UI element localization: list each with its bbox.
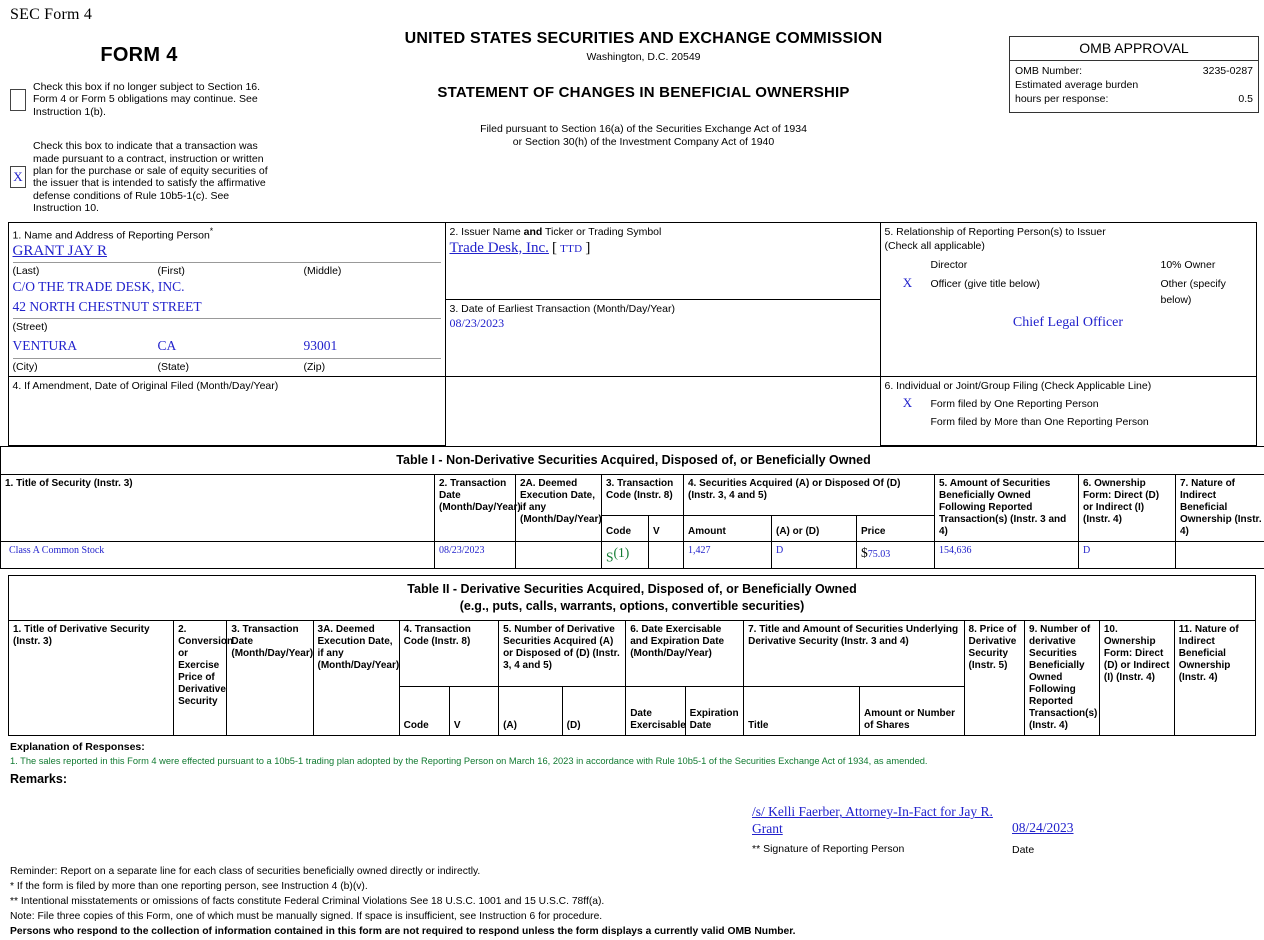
- street-line-2: 42 NORTH CHESTNUT STREET: [13, 297, 441, 317]
- table-2-header-conversion-price: 2. Conversion or Exercise Price of Derivative Security: [174, 620, 227, 735]
- table-1-header-ownership-form: 6. Ownership Form: Direct (D) or Indirect (I) (Instr. 4): [1079, 474, 1176, 541]
- reporting-person-section: [8, 222, 1257, 445]
- table-row: [1, 541, 1264, 569]
- checkbox-row-rule-10b5-1-plan[interactable]: [0, 140, 278, 214]
- table-2-subheader-underlying-amount: Amount or Number of Shares: [859, 686, 964, 735]
- table-2-title-line2: (e.g., puts, calls, warrants, options, convertible securities): [9, 598, 1255, 615]
- table-1-header-transaction-date: 2. Transaction Date (Month/Day/Year): [435, 474, 516, 541]
- omb-number-row: [1015, 64, 1253, 78]
- filed-pursuant-line1: Filed pursuant to Section 16(a) of the Securities Exchange Act of 1934: [278, 123, 1009, 136]
- table-2-header-transaction-date: 3. Transaction Date (Month/Day/Year): [227, 620, 313, 735]
- checkbox-rule-10b5-1-plan[interactable]: X: [10, 166, 26, 188]
- issuer-line: [450, 240, 876, 257]
- caption-city: (City): [13, 361, 158, 373]
- signature-date-block: [1012, 804, 1132, 856]
- table-1-cell-transaction-date: 08/23/2023: [435, 541, 516, 569]
- box-3-value: 08/23/2023: [450, 316, 876, 331]
- box-1-name-and-address: [8, 223, 445, 376]
- officer-title-value: Chief Legal Officer: [885, 315, 1252, 331]
- footnotes-section: [0, 856, 1264, 940]
- box-3-label: 3. Date of Earliest Transaction (Month/Day/Year): [450, 303, 876, 316]
- signature-spacer: [0, 804, 752, 856]
- box-4-label: 4. If Amendment, Date of Original Filed (Month/Day/Year): [13, 380, 441, 393]
- omb-burden-label-line1: Estimated average burden: [1015, 78, 1138, 92]
- omb-burden-value: 0.5: [1238, 92, 1253, 106]
- remarks-heading: Remarks:: [0, 767, 1264, 786]
- box-1-label-text: 1. Name and Address of Reporting Person: [13, 230, 210, 242]
- box-5-label-line1: 5. Relationship of Reporting Person(s) to Issuer: [885, 226, 1252, 239]
- table-1-subheader-amount: Amount: [684, 516, 772, 541]
- explanation-heading: Explanation of Responses:: [0, 736, 1264, 753]
- signature-caption: ** Signature of Reporting Person: [752, 838, 1012, 855]
- signature-date-caption: Date: [1012, 836, 1132, 856]
- footnote-asterisk: * If the form is filed by more than one reporting person, see Instruction 4 (b)(v).: [10, 880, 1264, 895]
- table-1-cell-nature-of-ownership: [1176, 541, 1264, 569]
- box-2-label: [450, 226, 876, 239]
- table-1-subheader-code: Code: [602, 516, 649, 541]
- header-left-column: [0, 30, 278, 214]
- signature-block: [752, 804, 1012, 856]
- caption-first: (First): [158, 265, 304, 277]
- table-2-subheader-date-exercisable: Date Exercisable: [626, 686, 685, 735]
- box-5-relationship: [880, 223, 1256, 376]
- table-2-title-line1: Table II - Derivative Securities Acquired, Disposed of, or Beneficially Owned: [9, 581, 1255, 598]
- header-center-column: [278, 30, 1009, 149]
- omb-number-value: 3235-0287: [1203, 64, 1253, 78]
- table-1-non-derivative: [0, 446, 1264, 569]
- filed-pursuant-line2: or Section 30(h) of the Investment Company Act of 1940: [278, 136, 1009, 149]
- joint-filing-label-one: Form filed by One Reporting Person: [931, 396, 1099, 413]
- table-1-cell-transaction-code: [602, 541, 649, 569]
- checkbox-row-no-longer-subject[interactable]: [0, 81, 278, 118]
- box-5-label-line2: (Check all applicable): [885, 240, 1252, 253]
- filed-pursuant-note: [278, 123, 1009, 149]
- issuer-name[interactable]: Trade Desk, Inc.: [450, 240, 549, 256]
- joint-filing-row-one[interactable]: [885, 393, 1252, 414]
- box-2-label-and: and: [524, 226, 543, 238]
- table-1-title: Table I - Non-Derivative Securities Acquired, Disposed of, or Beneficially Owned: [1, 446, 1264, 474]
- reporting-person-name[interactable]: GRANT JAY R: [13, 243, 441, 260]
- street-caption-row: [13, 319, 441, 333]
- ticker-bracket-close: ]: [585, 240, 590, 256]
- ticker-symbol: TTD: [560, 243, 582, 255]
- table-2-subheader-v: V: [449, 686, 498, 735]
- table-2-header-nature-of-indirect-ownership: 11. Nature of Indirect Beneficial Ownership (Instr. 4): [1174, 620, 1255, 735]
- city-state-zip-values: [13, 333, 441, 356]
- footnote-double-asterisk: ** Intentional misstatements or omissions of facts constitute Federal Criminal Violations See 18 U.S.C. 1001 and 15 U.S.C. 78ff(a).: [10, 895, 1264, 910]
- signature-section: [0, 786, 1264, 856]
- caption-zip: (Zip): [304, 361, 441, 373]
- table-2-subheader-underlying-title: Title: [744, 686, 860, 735]
- box-6-joint-group-filing: [880, 376, 1256, 445]
- signature-value[interactable]: /s/ Kelli Faerber, Attorney-In-Fact for Jay R. Grant: [752, 804, 1012, 838]
- state-value: CA: [158, 336, 304, 356]
- table-2-header-deemed-execution-date: 3A. Deemed Execution Date, if any (Month/Day/Year): [313, 620, 399, 735]
- table-1-header-transaction-code: 3. Transaction Code (Instr. 8): [602, 474, 684, 516]
- omb-number-label: OMB Number:: [1015, 64, 1082, 78]
- box-6-label: 6. Individual or Joint/Group Filing (Check Applicable Line): [885, 380, 1252, 393]
- caption-middle: (Middle): [304, 265, 441, 277]
- box-4-amendment-date: [8, 376, 445, 445]
- box-3-earliest-transaction-date: [445, 300, 880, 377]
- joint-filing-check-one[interactable]: X: [885, 393, 931, 414]
- table-2-header-date-exercisable-expiration: 6. Date Exercisable and Expiration Date (Month/Day/Year): [626, 620, 744, 686]
- form-title: FORM 4: [0, 30, 278, 67]
- table-1-cell-title-of-security: Class A Common Stock: [1, 541, 435, 569]
- transaction-code-footnote-ref[interactable]: (1): [614, 545, 630, 560]
- relationship-label-officer: Officer (give title below): [931, 277, 1161, 293]
- agency-address: Washington, D.C. 20549: [278, 51, 1009, 63]
- table-1-cell-shares-owned-following: 154,636: [935, 541, 1079, 569]
- table-1-cell-deemed-execution-date: [516, 541, 602, 569]
- table-1-header-deemed-execution-date: 2A. Deemed Execution Date, if any (Month/Day/Year): [516, 474, 602, 541]
- table-2-header-ownership-form: 10. Ownership Form: Direct (D) or Indirect (I) (Instr. 4): [1099, 620, 1174, 735]
- city-state-zip-captions: [13, 359, 441, 373]
- box-5-relationship-rows: [885, 258, 1252, 309]
- omb-burden-label-row: [1015, 78, 1253, 92]
- table-2-subheader-acquired: (A): [499, 686, 563, 735]
- form-header: [0, 24, 1264, 214]
- table-2-subheader-disposed: (D): [562, 686, 626, 735]
- table-1-subheader-price: Price: [857, 516, 935, 541]
- header-right-column: [1009, 30, 1264, 113]
- relationship-label-director: Director: [931, 258, 1161, 274]
- agency-name: UNITED STATES SECURITIES AND EXCHANGE COMMISSION: [278, 30, 1009, 48]
- relationship-row-officer[interactable]: [885, 273, 1252, 309]
- checkbox-no-longer-subject[interactable]: [10, 89, 26, 111]
- checkbox-label-rule-10b5-1-plan: Check this box to indicate that a transaction was made pursuant to a contract, instruction or written plan for the purchase or sale of equity securities of the issuer that is intended to satisfy the affirmative defense conditions of Rule 10b5-1(c). See Instruction 10.: [33, 140, 278, 214]
- table-1-cell-acquired-disposed: D: [772, 541, 857, 569]
- statement-title: STATEMENT OF CHANGES IN BENEFICIAL OWNERSHIP: [278, 84, 1009, 101]
- relationship-row-director[interactable]: [885, 258, 1252, 274]
- omb-burden-label-line2: hours per response:: [1015, 92, 1108, 106]
- table-2-header-number-beneficially-owned: 9. Number of derivative Securities Beneficially Owned Following Reported Transaction(s) (Instr. 4): [1025, 620, 1100, 735]
- box-1-asterisk: *: [210, 226, 213, 236]
- caption-last: (Last): [13, 265, 158, 277]
- sec-form-label: SEC Form 4: [0, 0, 1264, 24]
- table-2-header-underlying-securities: 7. Title and Amount of Securities Underlying Derivative Security (Instr. 3 and 4): [744, 620, 964, 686]
- box-2-issuer: [445, 223, 880, 300]
- omb-burden-value-row: [1015, 92, 1253, 106]
- table-1-header-amount-beneficially-owned: 5. Amount of Securities Beneficially Owned Following Reported Transaction(s) (Instr. 3 and 4): [935, 474, 1079, 541]
- box-2-label-part1: 2. Issuer Name: [450, 226, 524, 238]
- box-2-label-part2: Ticker or Trading Symbol: [542, 226, 661, 238]
- price-currency-symbol: $: [861, 545, 868, 560]
- caption-street: (Street): [13, 321, 158, 333]
- table-2-subheader-code: Code: [399, 686, 449, 735]
- joint-filing-label-more: Form filed by More than One Reporting Person: [931, 414, 1149, 431]
- table-1-cell-v: [649, 541, 684, 569]
- signature-date-value: 08/24/2023: [1012, 804, 1132, 836]
- footnote-note: Note: File three copies of this Form, one of which must be manually signed. If space is insufficient, see Instruction 6 for procedure.: [10, 910, 1264, 925]
- relationship-label-ten-percent-owner: 10% Owner: [1161, 258, 1252, 274]
- footnote-omb-statement: Persons who respond to the collection of information contained in this form are not required to respond unless the form displays a currently valid OMB Number.: [10, 925, 1264, 940]
- table-2-subheader-expiration-date: Expiration Date: [685, 686, 743, 735]
- name-column-captions: [13, 263, 441, 277]
- table-1-subheader-v: V: [649, 516, 684, 541]
- ticker-bracket-open: [: [552, 240, 557, 256]
- city-value: VENTURA: [13, 336, 158, 356]
- omb-approval-title: OMB APPROVAL: [1010, 37, 1258, 61]
- table-1-cell-amount: 1,427: [684, 541, 772, 569]
- table-2-header-title-of-derivative-security: 1. Title of Derivative Security (Instr. 3): [9, 620, 174, 735]
- table-2-header-transaction-code: 4. Transaction Code (Instr. 8): [399, 620, 498, 686]
- zip-value: 93001: [304, 336, 441, 356]
- table-1-header-title-of-security: 1. Title of Security (Instr. 3): [1, 474, 435, 541]
- table-1-subheader-acquired-disposed: (A) or (D): [772, 516, 857, 541]
- table-1-header-securities-acquired-disposed: 4. Securities Acquired (A) or Disposed Of (D) (Instr. 3, 4 and 5): [684, 474, 935, 516]
- joint-filing-row-more[interactable]: [885, 414, 1252, 431]
- table-2-title: [9, 576, 1256, 621]
- table-2-derivative: [8, 575, 1256, 736]
- table-1-cell-price: [857, 541, 935, 569]
- street-line-1: C/O THE TRADE DESK, INC.: [13, 277, 441, 297]
- box-1-label: [13, 226, 441, 243]
- transaction-code-value: S: [606, 549, 614, 564]
- omb-approval-box: [1009, 36, 1259, 113]
- omb-approval-body: [1010, 61, 1258, 112]
- checkbox-label-no-longer-subject: Check this box if no longer subject to Section 16. Form 4 or Form 5 obligations may continue. See Instruction 1(b).: [33, 81, 278, 118]
- explanation-item-1: 1. The sales reported in this Form 4 were effected pursuant to a 10b5-1 trading plan adopted by the Reporting Person on March 16, 2023 in accordance with Rule 10b5-1 of the Securities Exchange Act of 1934, as amended.: [0, 753, 1264, 768]
- relationship-label-other: Other (specify below): [1161, 277, 1252, 309]
- box-4-left-filler: [445, 376, 880, 445]
- relationship-check-officer[interactable]: X: [885, 273, 931, 293]
- table-2-header-price-of-derivative: 8. Price of Derivative Security (Instr. 5): [964, 620, 1024, 735]
- table-2-header-number-of-derivative-securities: 5. Number of Derivative Securities Acquired (A) or Disposed of (D) (Instr. 3, 4 and 5): [499, 620, 626, 686]
- footnote-reminder: Reminder: Report on a separate line for each class of securities beneficially owned directly or indirectly.: [10, 865, 1264, 880]
- table-1-header-nature-of-indirect-ownership: 7. Nature of Indirect Beneficial Ownership (Instr. 4): [1176, 474, 1264, 541]
- table-1-cell-ownership-form: D: [1079, 541, 1176, 569]
- caption-state: (State): [158, 361, 304, 373]
- price-value: 75.03: [868, 549, 891, 560]
